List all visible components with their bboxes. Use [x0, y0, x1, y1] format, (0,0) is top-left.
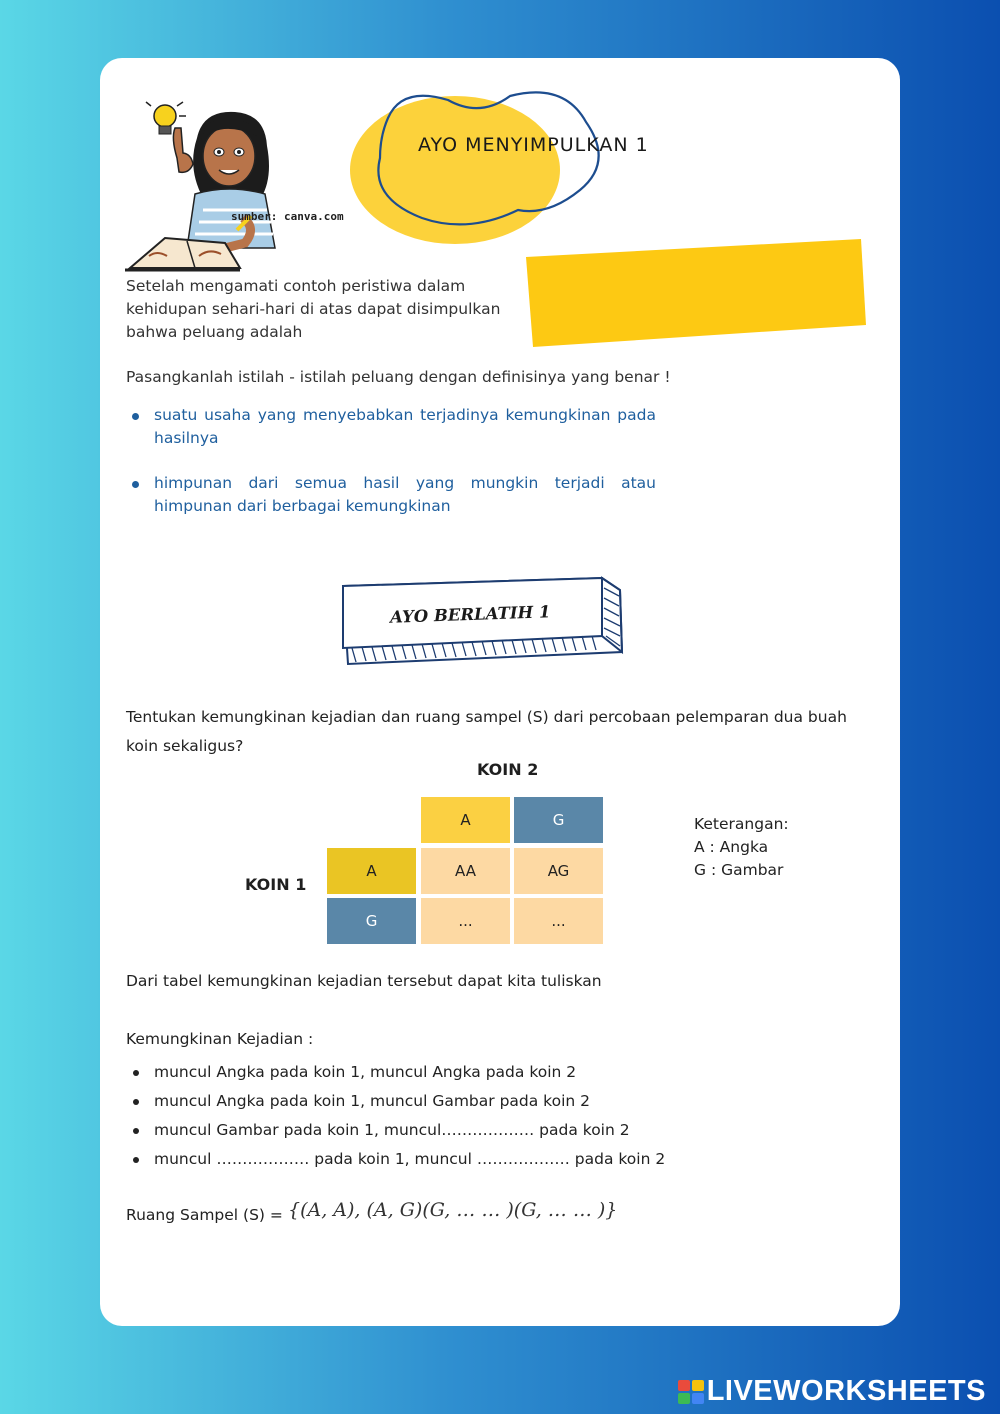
logo-blocks-icon	[678, 1380, 704, 1404]
event-item: muncul Angka pada koin 1, muncul Gambar pada koin 2	[126, 1087, 726, 1116]
table-cell-blank[interactable]: ...	[514, 898, 603, 944]
events-title: Kemungkinan Kejadian :	[126, 1030, 314, 1048]
event-item: muncul Angka pada koin 1, muncul Angka pada koin 2	[126, 1058, 726, 1087]
row-axis-label: KOIN 1	[245, 875, 307, 894]
col-header-g: G	[514, 797, 603, 843]
legend	[694, 813, 789, 882]
event-item[interactable]: muncul ……………… pada koin 1, muncul ……………… pada koin 2	[126, 1145, 726, 1174]
liveworksheets-logo	[678, 1375, 986, 1408]
legend-item: G : Gambar	[694, 861, 784, 879]
matching-instruction: Pasangkanlah istilah - istilah peluang dengan definisinya yang benar !	[126, 368, 671, 386]
col-header-a: A	[421, 797, 510, 843]
table-cell: AG	[514, 848, 603, 894]
logo-text: LIVEWORKSHEETS	[706, 1375, 986, 1407]
exercise-question: Tentukan kemungkinan kejadian dan ruang sampel (S) dari percobaan pelemparan dua buah koin sekaligus?	[126, 708, 847, 755]
table-cell: AA	[421, 848, 510, 894]
definition-item: himpunan dari semua hasil yang mungkin terjadi atau himpunan dari berbagai kemungkinan	[126, 472, 656, 518]
worksheet-card	[100, 58, 900, 1326]
sample-space-value[interactable]: {(A, A), (A, G)(G, … … )(G, … … )}	[288, 1199, 618, 1221]
row-header-a: A	[327, 848, 416, 894]
definition-list	[126, 404, 656, 540]
table-cell-blank[interactable]: ...	[421, 898, 510, 944]
events-list	[126, 1058, 726, 1174]
row-header-g: G	[327, 898, 416, 944]
legend-title: Keterangan:	[694, 815, 789, 833]
student-illustration	[125, 98, 340, 273]
title-blob-shape	[350, 78, 680, 248]
legend-item: A : Angka	[694, 838, 769, 856]
exercise-banner-title: AYO BERLATIH 1	[389, 602, 551, 627]
sample-space-label: Ruang Sampel (S) =	[126, 1206, 283, 1224]
image-source-credit: sumber: canva.com	[231, 210, 344, 223]
answer-box[interactable]	[523, 239, 868, 349]
event-item[interactable]: muncul Gambar pada koin 1, muncul……………… pada koin 2	[126, 1116, 726, 1145]
page-title: AYO MENYIMPULKAN 1	[418, 134, 649, 156]
column-axis-label: KOIN 2	[477, 760, 539, 779]
definition-item: suatu usaha yang menyebabkan terjadinya kemungkinan pada hasilnya	[126, 404, 656, 450]
table-conclusion-text: Dari tabel kemungkinan kejadian tersebut dapat kita tuliskan	[126, 972, 602, 990]
intro-text: Setelah mengamati contoh peristiwa dalam kehidupan sehari-hari di atas dapat disimpulkan bahwa peluang adalah	[126, 277, 501, 341]
